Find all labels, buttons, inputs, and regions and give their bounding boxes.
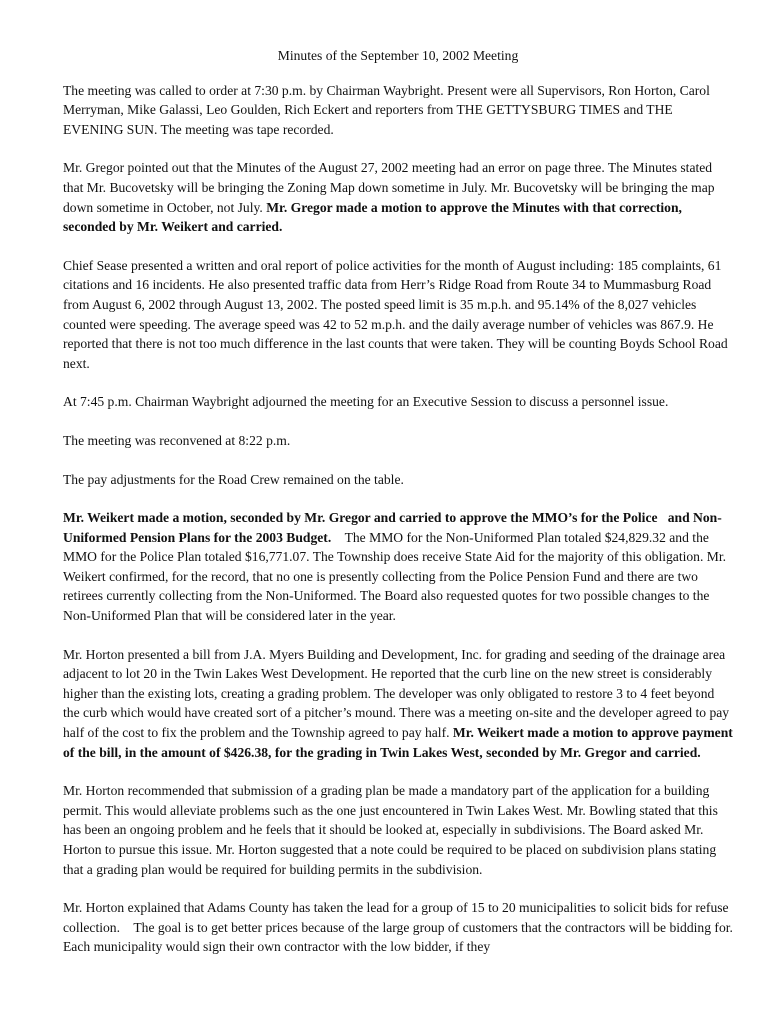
paragraph-grading-bill bbox=[63, 645, 733, 763]
motion-text: Mr. Weikert made a motion, seconded by Mr. Gregor and carried to approve the MMO’s for the Police and Non-Uniformed Pension Plans for the 2003 Budget. bbox=[63, 510, 722, 545]
paragraph-pay-adjustments bbox=[63, 470, 733, 490]
paragraph-text: Mr. Gregor pointed out that the Minutes of the August 27, 2002 meeting had an error on page three. The Minutes stated that Mr. Bucovetsky will be bringing the Zoning Map down sometime in July. Mr. Bucovetsky will be bringing the map down sometime in October, not July. bbox=[63, 160, 715, 215]
motion-text: Mr. Weikert made a motion to approve payment of the bill, in the amount of $426.38, for the grading in Twin Lakes West, seconded by Mr. Gregor and carried. bbox=[63, 725, 733, 760]
paragraph-executive-session bbox=[63, 392, 733, 412]
paragraph-text: Mr. Horton explained that Adams County has taken the lead for a group of 15 to 20 municipalities to solicit bids for refuse collection. The goal is to get better prices because of the large group of customers that the contractors will be bidding for. Each municipality would sign their own contractor with the low bidder, if they bbox=[63, 900, 737, 955]
paragraph-minutes-correction bbox=[63, 158, 733, 236]
document-page bbox=[63, 46, 737, 976]
motion-text: Mr. Gregor made a motion to approve the Minutes with that correction, seconded by Mr. Weikert and carried. bbox=[63, 199, 682, 235]
paragraph-police-report bbox=[63, 256, 733, 374]
paragraph-refuse-collection bbox=[63, 898, 737, 957]
paragraph-text: Mr. Horton presented a bill from J.A. Myers Building and Development, Inc. for grading and seeding of the drainage area adjacent to lot 20 in the Twin Lakes West Development. He reported that the curb line on the new street is considerably higher than the existing lots, creating a grading problem. The developer was only obligated to restore 3 to 4 feet beyond the curb which would have created sort of a pitcher’s mound. There was a meeting on-site and the developer agreed to pay half of the cost to fix the problem and the Township agreed to pay half. bbox=[63, 646, 730, 741]
paragraph-text: Chief Sease presented a written and oral report of police activities for the month of August including: 185 complaints, 61 citations and 16 incidents. He also presented traffic data from Herr’s Ridge Road from Route 34 to Mummasburg Road from August 6, 2002 through August 13, 2002. The posted speed limit is 35 m.p.h. and 95.14% of the 8,027 vehicles counted were speeding. The average speed was 42 to 52 m.p.h. and the daily average number of vehicles was 867.9. He reported that there is not too much difference in the last counts that were taken. They will be counting Boyds School Road next. bbox=[63, 257, 728, 371]
paragraph-text: Mr. Horton recommended that submission of a grading plan be made a mandatory part of the application for a building permit. This would alleviate problems such as the one just encountered in Twin Lakes West. Mr. Bowling stated that this has been an ongoing problem and he feels that it should be looked at, especially in subdivisions. The Board asked Mr. Horton to pursue this issue. Mr. Horton suggested that a note could be required to be placed on subdivision plans stating that a grading plan would be required for building permits in the subdivision. bbox=[63, 783, 718, 877]
paragraph-text: The MMO for the Non-Uniformed Plan totaled $24,829.32 and the MMO for the Police Plan totaled $16,771.07. The Township does receive State Aid for the majority of this obligation. Mr. Weikert confirmed, for the record, that no one is presently collecting from the Police Pension Fund and there are two retirees currently collecting from the Non-Uniformed. The Board also requested quotes for two possible changes to the Non-Uniformed Plan that will be considered later in the year. bbox=[63, 529, 730, 624]
paragraph-text: The meeting was called to order at 7:30 p.m. by Chairman Waybright. Present were all Supervisors, Ron Horton, Carol Merryman, Mike Galassi, Leo Goulden, Rich Eckert and reporters from THE GETTYSBURG TIMES and THE EVENING SUN. The meeting was tape recorded. bbox=[63, 82, 710, 137]
paragraph-call-to-order bbox=[63, 81, 733, 140]
paragraph-text: The pay adjustments for the Road Crew remained on the table. bbox=[63, 471, 404, 487]
paragraph-pension-mmo bbox=[63, 508, 733, 626]
paragraph-grading-plan bbox=[63, 781, 733, 879]
document-title: Minutes of the September 10, 2002 Meeting bbox=[277, 48, 519, 63]
paragraph-reconvened bbox=[63, 431, 733, 451]
paragraph-text: The meeting was reconvened at 8:22 p.m. bbox=[63, 432, 291, 448]
paragraph-text: At 7:45 p.m. Chairman Waybright adjourned the meeting for an Executive Session to discuss a personnel issue. bbox=[63, 394, 669, 410]
